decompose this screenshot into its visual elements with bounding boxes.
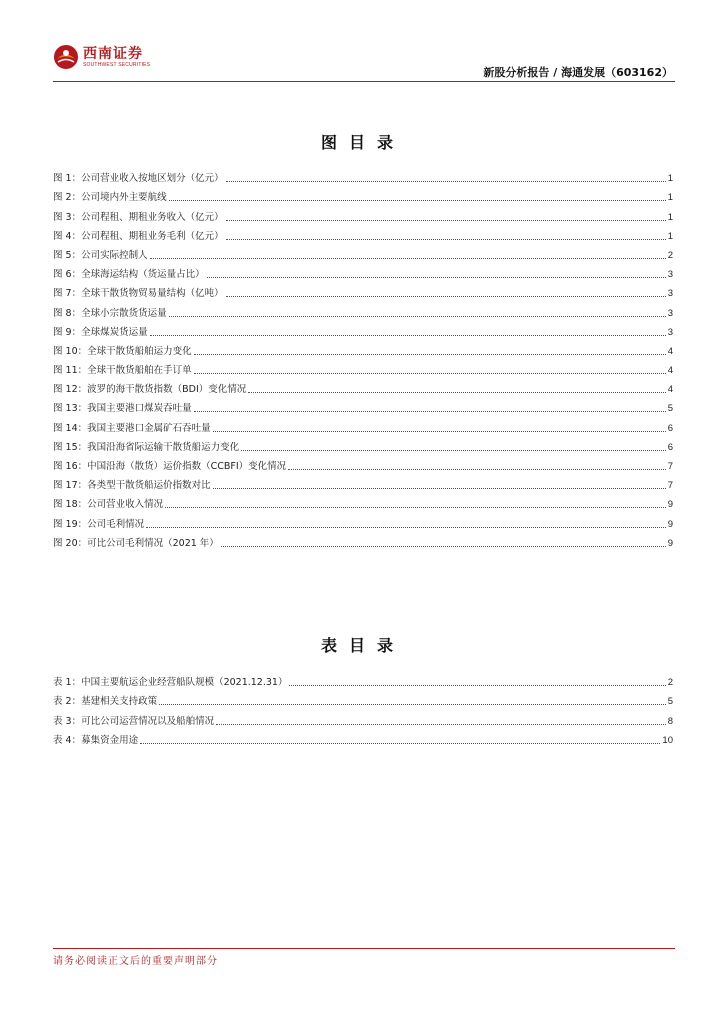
figure-entry-label[interactable]: 图 13：我国主要港口煤炭吞吐量 [53, 403, 192, 415]
figure-entry-label[interactable]: 图 12：波罗的海干散货指数（BDI）变化情况 [53, 384, 247, 396]
figure-entry[interactable] [53, 262, 673, 281]
dot-leader [289, 684, 665, 686]
company-logo [53, 44, 150, 70]
figure-entry-page[interactable]: 5 [667, 403, 673, 415]
table-index-list [53, 670, 673, 747]
figure-entry-page[interactable]: 4 [667, 345, 673, 357]
header-divider [53, 81, 675, 82]
table-entry-page[interactable]: 10 [662, 734, 673, 746]
dot-leader [226, 295, 666, 297]
dot-leader [241, 449, 666, 451]
dot-leader [194, 372, 666, 374]
dot-leader [248, 391, 665, 393]
figure-entry-label[interactable]: 图 19：公司毛利情况 [53, 518, 145, 530]
dot-leader [140, 742, 660, 744]
dot-leader [207, 276, 666, 278]
table-entry-page[interactable]: 8 [667, 715, 673, 727]
figure-entry-page[interactable]: 1 [667, 173, 673, 185]
figure-entry-label[interactable]: 图 14：我国主要港口金属矿石吞吐量 [53, 422, 211, 434]
dot-leader [216, 723, 666, 725]
dot-leader [159, 703, 666, 705]
figure-entry[interactable] [53, 473, 673, 492]
table-entry[interactable] [53, 708, 673, 727]
figure-entry-label[interactable]: 图 7：全球干散货物贸易量结构（亿吨） [53, 288, 224, 300]
dot-leader [194, 353, 666, 355]
table-entry[interactable] [53, 689, 673, 708]
figure-entry[interactable] [53, 492, 673, 511]
southwest-securities-logo-icon [53, 44, 79, 70]
figure-entry-page[interactable]: 1 [667, 211, 673, 223]
figure-entry[interactable] [53, 377, 673, 396]
dot-leader [288, 468, 666, 470]
figure-entry[interactable] [53, 243, 673, 262]
footer-divider [53, 948, 675, 949]
dot-leader [165, 506, 666, 508]
dot-leader [213, 430, 666, 432]
figure-entry-label[interactable]: 图 17：各类型干散货船运价指数对比 [53, 480, 211, 492]
page-header [53, 40, 673, 82]
figure-entry[interactable] [53, 224, 673, 243]
dot-leader [150, 257, 666, 259]
figure-entry-label[interactable]: 图 6：全球海运结构（货运量占比） [53, 269, 205, 281]
figure-entry-label[interactable]: 图 11：全球干散货船舶在手订单 [53, 365, 192, 377]
figure-entry[interactable] [53, 454, 673, 473]
dot-leader [226, 180, 666, 182]
figure-entry-page[interactable]: 9 [667, 518, 673, 530]
figure-entry-label[interactable]: 图 8：全球小宗散货货运量 [53, 307, 167, 319]
table-entry[interactable] [53, 728, 673, 747]
figure-entry-page[interactable]: 7 [667, 480, 673, 492]
figure-index-list [53, 166, 673, 550]
figure-entry[interactable] [53, 435, 673, 454]
figure-entry-page[interactable]: 6 [667, 422, 673, 434]
figure-entry-page[interactable]: 6 [667, 441, 673, 453]
figure-entry-label[interactable]: 图 15：我国沿海省际运输干散货船运力变化 [53, 441, 240, 453]
figure-entry[interactable] [53, 396, 673, 415]
dot-leader [194, 410, 666, 412]
figure-entry-label[interactable]: 图 2：公司境内外主要航线 [53, 192, 167, 204]
figure-entry-page[interactable]: 3 [667, 326, 673, 338]
footer-disclaimer: 请务必阅读正文后的重要声明部分 [53, 956, 218, 967]
figure-entry[interactable] [53, 281, 673, 300]
dot-leader [150, 334, 666, 336]
table-entry-label[interactable]: 表 2：基建相关支持政策 [53, 696, 158, 708]
table-entry-label[interactable]: 表 1：中国主要航运企业经营船队规模（2021.12.31） [53, 677, 288, 689]
figure-entry-label[interactable]: 图 4：公司程租、期租业务毛利（亿元） [53, 230, 224, 242]
table-entry-page[interactable]: 2 [667, 677, 673, 689]
table-entry[interactable] [53, 670, 673, 689]
figure-entry[interactable] [53, 300, 673, 319]
figure-entry[interactable] [53, 339, 673, 358]
figure-entry-label[interactable]: 图 16：中国沿海（散货）运价指数（CCBFI）变化情况 [53, 461, 287, 472]
figure-entry[interactable] [53, 415, 673, 434]
table-entry-page[interactable]: 5 [667, 696, 673, 708]
figure-entry-page[interactable]: 4 [667, 365, 673, 377]
figure-entry-label[interactable]: 图 10：全球干散货船舶运力变化 [53, 345, 192, 357]
figure-entry-label[interactable]: 图 1：公司营业收入按地区划分（亿元） [53, 173, 224, 185]
table-entry-label[interactable]: 表 4：募集资金用途 [53, 734, 139, 746]
figure-entry[interactable] [53, 185, 673, 204]
figure-entry[interactable] [53, 511, 673, 530]
figure-entry-label[interactable]: 图 3：公司程租、期租业务收入（亿元） [53, 211, 224, 223]
figure-entry-label[interactable]: 图 5：公司实际控制人 [53, 249, 148, 261]
dot-leader [169, 315, 666, 317]
dot-leader [221, 545, 666, 547]
figure-entry[interactable] [53, 320, 673, 339]
figure-entry[interactable] [53, 531, 673, 550]
logo-chinese-name: 西南证券 [83, 45, 143, 62]
figure-index-title: 图目录 [320, 133, 405, 152]
dot-leader [226, 238, 666, 240]
dot-leader [169, 199, 666, 201]
figure-entry[interactable] [53, 358, 673, 377]
logo-english-name: SOUTHWEST SECURITIES [83, 61, 151, 68]
figure-entry-page[interactable]: 1 [667, 230, 673, 242]
figure-entry-page[interactable]: 1 [667, 192, 673, 204]
figure-entry-page[interactable]: 9 [667, 537, 673, 549]
figure-entry-page[interactable]: 3 [667, 288, 673, 300]
figure-entry-page[interactable]: 3 [667, 269, 673, 281]
dot-leader [146, 526, 666, 528]
figure-entry-page[interactable]: 2 [667, 249, 673, 261]
table-index-title: 表目录 [320, 636, 405, 655]
figure-entry[interactable] [53, 166, 673, 185]
figure-entry[interactable] [53, 204, 673, 223]
figure-entry-page[interactable]: 4 [667, 384, 673, 396]
report-title: 新股分析报告 / 海通发展（603162） [483, 66, 673, 79]
figure-entry-page[interactable]: 3 [667, 307, 673, 319]
dot-leader [226, 219, 666, 221]
table-entry-label[interactable]: 表 3：可比公司运营情况以及船舶情况 [53, 715, 215, 727]
figure-entry-label[interactable]: 图 18：公司营业收入情况 [53, 499, 164, 511]
figure-entry-page[interactable]: 7 [667, 461, 673, 472]
figure-entry-label[interactable]: 图 9：全球煤炭货运量 [53, 326, 148, 338]
dot-leader [213, 487, 666, 489]
figure-entry-page[interactable]: 9 [667, 499, 673, 511]
figure-entry-label[interactable]: 图 20：可比公司毛利情况（2021 年） [53, 537, 219, 549]
